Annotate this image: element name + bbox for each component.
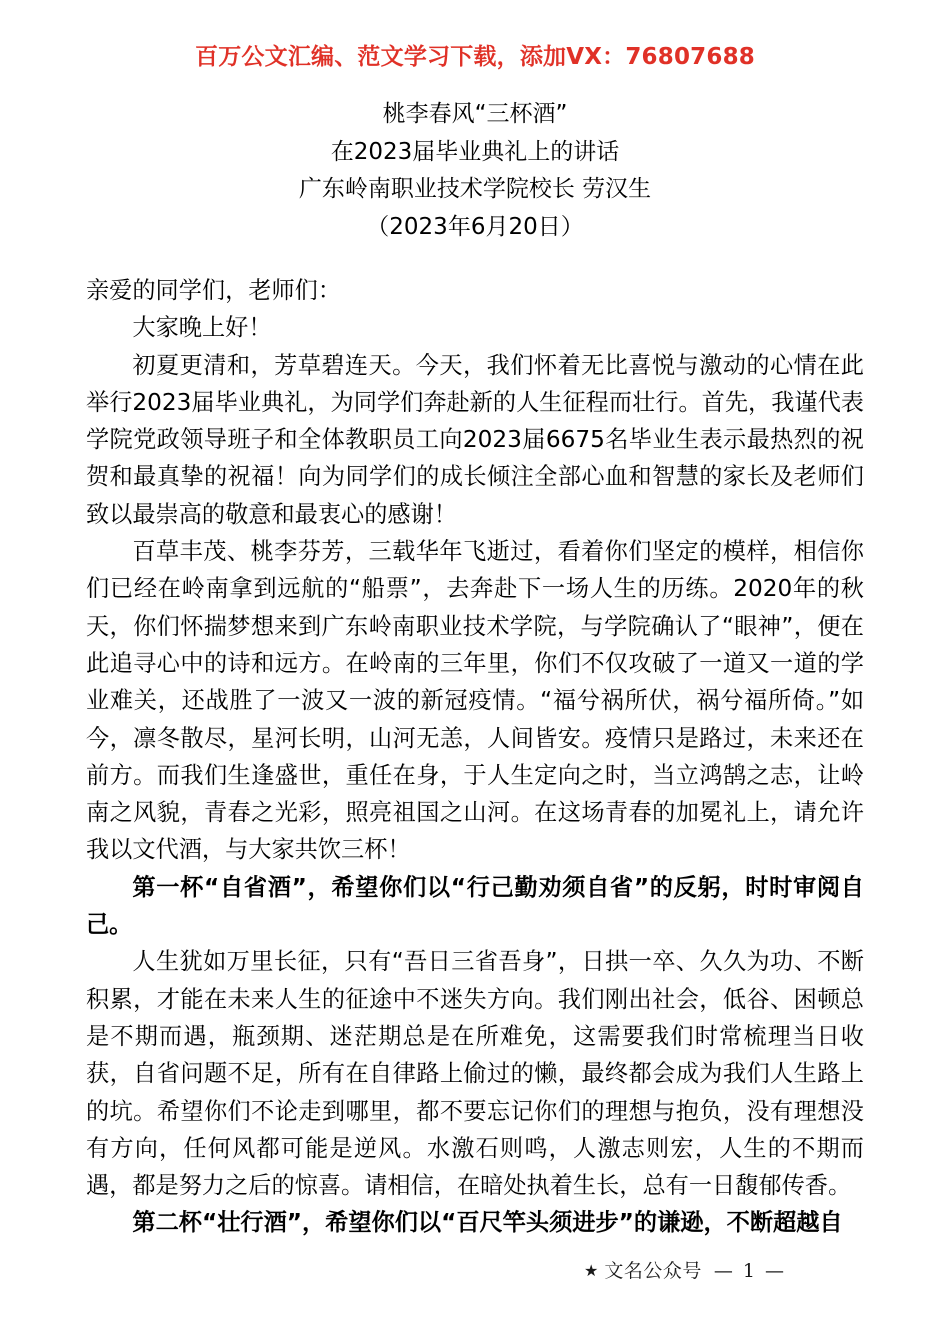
paragraph-greeting: 大家晚上好！ bbox=[132, 314, 272, 342]
document-title-block bbox=[0, 96, 950, 246]
heading-toast-one: 第一杯“自省酒”，希望你们以“行己勤劝须自省”的反躬，时时审阅自己。 bbox=[86, 873, 864, 939]
paragraph-salutation: 亲爱的同学们，老师们： bbox=[86, 277, 342, 304]
paragraph-toast-one-body: 人生犹如万里长征，只有“吾日三省吾身”，日拱一卒、久久为功、不断积累，才能在未来人生的征途中不迷失方向。我们刚出社会，低谷、困顿总是不期而遇，瓶颈期、迷茫期总是在所难免，这需要我们时常梳理当日收获，自省问题不足，所有在自律路上偷过的懒，最终都会成为我们人生路上的坑。希望你们不论走到哪里，都不要忘记你们的理想与抱负，没有理想没有方向，任何风都可能是逆风。水激石则鸣，人激志则宏，人生的不期而遇，都是努力之后的惊喜。请相信，在暗处执着生长，总有一日馥郁传香。 bbox=[86, 948, 864, 1200]
page-number: — 1 — bbox=[713, 1260, 787, 1282]
heading-toast-two: 第二杯“壮行酒”，希望你们以“百尺竿头须进步”的谦逊，不断超越自 bbox=[132, 1209, 843, 1237]
paragraph-opening: 初夏更清和，芳草碧连天。今天，我们怀着无比喜悦与激动的心情在此举行2023届毕业典礼，为同学们奔赴新的人生征程而壮行。首先，我谨代表学院党政领导班子和全体教职员工向2023届6675名毕业生表示最热烈的祝贺和最真挚的祝福！向为同学们的成长倾注全部心血和智慧的家长及老师们致以最崇高的敬意和最衷心的感谢！ bbox=[86, 351, 864, 528]
footer-content bbox=[584, 1258, 786, 1284]
title-line-occasion: 在2023届毕业典礼上的讲话 bbox=[330, 138, 620, 165]
title-line-main: 桃李春风“三杯酒” bbox=[382, 101, 568, 127]
title-line-speaker: 广东岭南职业技术学院校长 劳汉生 bbox=[298, 176, 652, 202]
footer-brand-label: 文名公众号 bbox=[604, 1260, 702, 1282]
title-line-date: （2023年6月20日） bbox=[366, 213, 584, 240]
paragraph-retrospective: 百草丰茂、桃李芬芳，三载华年飞逝过，看着你们坚定的模样，相信你们已经在岭南拿到远航的“船票”，去奔赴下一场人生的历练。2020年的秋天，你们怀揣梦想来到广东岭南职业技术学院，与学院确认了“眼神”，便在此追寻心中的诗和远方。在岭南的三年里，你们不仅攻破了一道又一道的学业难关，还战胜了一波又一波的新冠疫情。“福兮祸所伏，祸兮福所倚。”如今，凛冬散尽，星河长明，山河无恙，人间皆安。疫情只是路过，未来还在前方。而我们生逢盛世，重任在身，于人生定向之时，当立鸿鹄之志，让岭南之风貌，青春之光彩，照亮祖国之山河。在这场青春的加冕礼上，请允许我以文代酒，与大家共饮三杯！ bbox=[86, 538, 864, 864]
star-icon: ★ bbox=[583, 1261, 599, 1280]
promo-banner-text: 百万公文汇编、范文学习下载，添加VX：76807688 bbox=[195, 44, 755, 70]
page-footer bbox=[0, 1258, 950, 1284]
document-body bbox=[86, 272, 864, 1242]
